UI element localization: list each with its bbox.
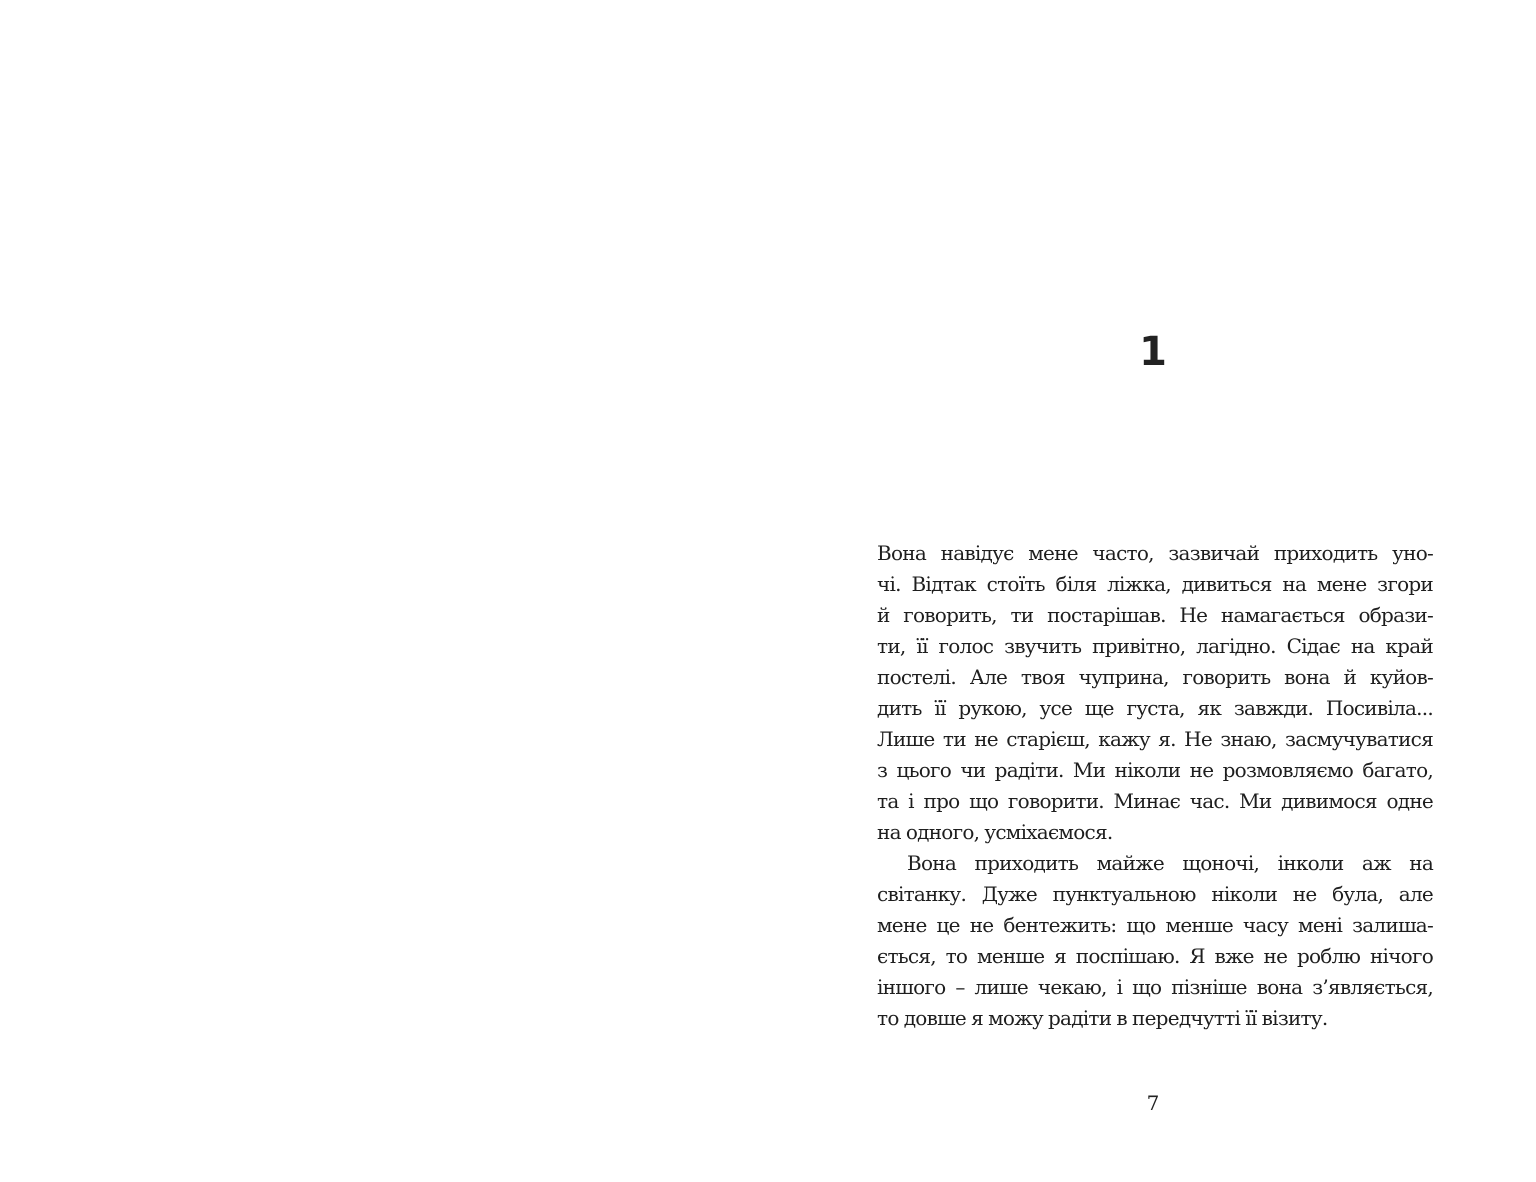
text-line: й говорить, ти постарішав. Не намагається образи- [877,603,1433,627]
paragraph [877,538,1433,848]
text-line: дить її рукою, усе ще густа, як завжди. Посивіла... [877,696,1433,720]
paragraph [877,848,1433,1034]
chapter-number: 1 [1139,329,1167,375]
page-number: 7 [1146,1091,1160,1115]
text-line: з цього чи радіти. Ми ніколи не розмовляємо багато, [877,758,1433,782]
right-page [768,0,1536,1182]
text-line: іншого – лише чекаю, і що пізніше вона з’являється, [877,975,1433,999]
text-line: ється, то менше я поспішаю. Я вже не роблю нічого [877,944,1433,968]
text-line: Вона навідує мене часто, зазвичай приходить уно- [877,541,1433,565]
text-line: Вона приходить майже щоночі, інколи аж на [907,851,1433,875]
text-line: чі. Відтак стоїть біля ліжка, дивиться на мене згори [877,572,1433,596]
text-line: та і про що говорити. Минає час. Ми дивимося одне [877,789,1433,813]
text-line: на одного, усміхаємося. [877,820,1113,844]
text-line: ти, її голос звучить привітно, лагідно. Сідає на край [877,634,1433,658]
text-line: мене це не бентежить: що менше часу мені залиша- [877,913,1433,937]
text-line: Лише ти не старієш, кажу я. Не знаю, засмучуватися [877,727,1433,751]
text-line: постелі. Але твоя чуприна, говорить вона й куйов- [877,665,1433,689]
body-text [877,538,1433,1034]
text-line: то довше я можу радіти в передчутті її візиту. [877,1006,1328,1030]
text-line: світанку. Дуже пунктуальною ніколи не була, але [877,882,1433,906]
